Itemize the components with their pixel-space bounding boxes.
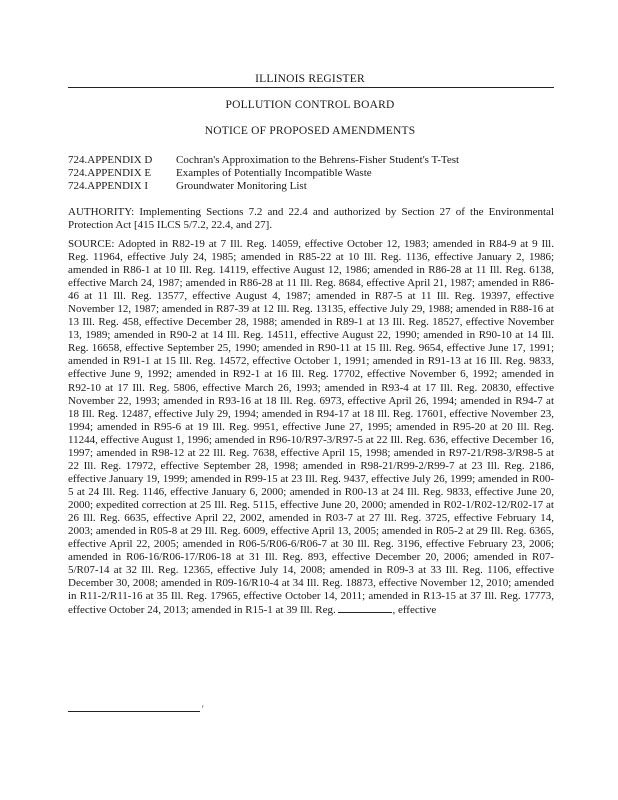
appendix-code: 724.APPENDIX D	[68, 154, 153, 166]
header-rule	[68, 87, 554, 88]
footer-mark: '	[202, 704, 204, 714]
source-paragraph	[68, 238, 554, 617]
register-title: ILLINOIS REGISTER	[255, 73, 365, 85]
appendix-row	[68, 154, 459, 166]
source-text: SOURCE: Adopted in R82-19 at 7 Ill. Reg. 14059, effective October 12, 1983; amended in R84-9 at 9 Ill. Reg. 11964, effective July 24, 1985; amended in R85-22 at 10 Ill. Reg. 1136, effective January 2, 1986; amended in R86-1 at 10 Ill. Reg. 14119, effective August 12, 1986; amended in R86-28 at 11 Ill. Reg. 6138, effective March 24, 1987; amended in R86-28 at 11 Ill. Reg. 8684, effective April 21, 1987; amended in R86-46 at 11 Ill. Reg. 13577, effective August 4, 1987; amended in R87-5 at 11 Ill. Reg. 19397, effective November 12, 1987; amended in R87-39 at 12 Ill. Reg. 13135, effective July 29, 1988; amended in R88-16 at 13 Ill. Reg. 458, effective December 28, 1988; amended in R89-1 at 13 Ill. Reg. 18527, effective November 13, 1989; amended in R90-2 at 14 Ill. Reg. 14511, effective August 22, 1990; amended in R90-10 at 14 Ill. Reg. 16658, effective September 25, 1990; amended in R90-11 at 15 Ill. Reg. 9654, effective June 17, 1991; amended in R91-1 at 15 Ill. Reg. 14572, effective October 1, 1991; amended in R91-13 at 16 Ill. Reg. 9833, effective June 9, 1992; amended in R92-1 at 16 Ill. Reg. 17702, effective November 6, 1992; amended in R92-10 at 17 Ill. Reg. 5806, effective March 26, 1993; amended in R93-4 at 17 Ill. Reg. 20830, effective November 22, 1993; amended in R93-16 at 18 Ill. Reg. 6973, effective April 26, 1994; amended in R94-7 at 18 Ill. Reg. 12487, effective July 29, 1994; amended in R94-17 at 18 Ill. Reg. 17601, effective November 23, 1994; amended in R95-6 at 19 Ill. Reg. 9951, effective June 27, 1995; amended in R95-20 at 20 Ill. Reg. 11244, effective August 1, 1996; amended in R96-10/R97-3/R97-5 at 22 Ill. Reg. 636, effective December 16, 1997; amended in R98-12 at 22 Ill. Reg. 7638, effective April 15, 1998; amended in R97-21/R98-3/R98-5 at 22 Ill. Reg. 17972, effective September 28, 1998; amended in R98-21/R99-2/R99-7 at 23 Ill. Reg. 2186, effective January 19, 1999; amended in R99-15 at 23 Ill. Reg. 9437, effective July 26, 1999; amended in R00-5 at 24 Ill. Reg. 1146, effective January 6, 2000; amended in R00-13 at 24 Ill. Reg. 9833, effective June 20, 2000; expedited correction at 25 Ill. Reg. 5115, effective June 20, 2000; amended in R02-1/R02-12/R02-17 at 26 Ill. Reg. 6635, effective April 22, 2002, amended in R03-7 at 27 Ill. Reg. 3725, effective February 14, 2003; amended in R05-8 at 29 Ill. Reg. 6009, effective April 13, 2005; amended in R05-2 at 29 Ill. Reg. 6365, effective April 22, 2005; amended in R06-5/R06-6/R06-7 at 30 Ill. Reg. 3196, effective February 23, 2006; amended in R06-16/R06-17/R06-18 at 31 Ill. Reg. 893, effective December 20, 2006; amended in R07-5/R07-14 at 32 Ill. Reg. 12365, effective July 14, 2008; amended in R09-3 at 33 Ill. Reg. 1106, effective December 30, 2008; amended in R09-16/R10-4 at 34 Ill. Reg. 18873, effective November 12, 2010; amended in R11-2/R11-16 at 35 Ill. Reg. 17965, effective October 14, 2011; amended in R13-15 at 37 Ill. Reg. 17773, effective October 24, 2013; amended in R15-1 at 39 Ill. Reg.	[68, 238, 554, 617]
signature-rule	[68, 711, 200, 712]
notice-title: NOTICE OF PROPOSED AMENDMENTS	[204, 125, 416, 137]
appendix-row	[68, 180, 307, 192]
board-name: POLLUTION CONTROL BOARD	[225, 99, 395, 111]
appendix-title: Cochran's Approximation to the Behrens-Fisher Student's T-Test	[176, 154, 460, 166]
blank-line	[338, 603, 392, 613]
appendix-title: Groundwater Monitoring List	[176, 180, 307, 192]
appendix-title: Examples of Potentially Incompatible Waste	[176, 167, 372, 179]
source-suffix: , effective	[392, 604, 437, 617]
appendix-code: 724.APPENDIX E	[68, 167, 152, 179]
authority-paragraph: AUTHORITY: Implementing Sections 7.2 and 22.4 and authorized by Section 27 of the Environmental Protection Act [415 ILCS 5/7.2, 22.4, and 27].	[68, 206, 554, 232]
appendix-row	[68, 167, 372, 179]
appendix-code: 724.APPENDIX I	[68, 180, 149, 192]
